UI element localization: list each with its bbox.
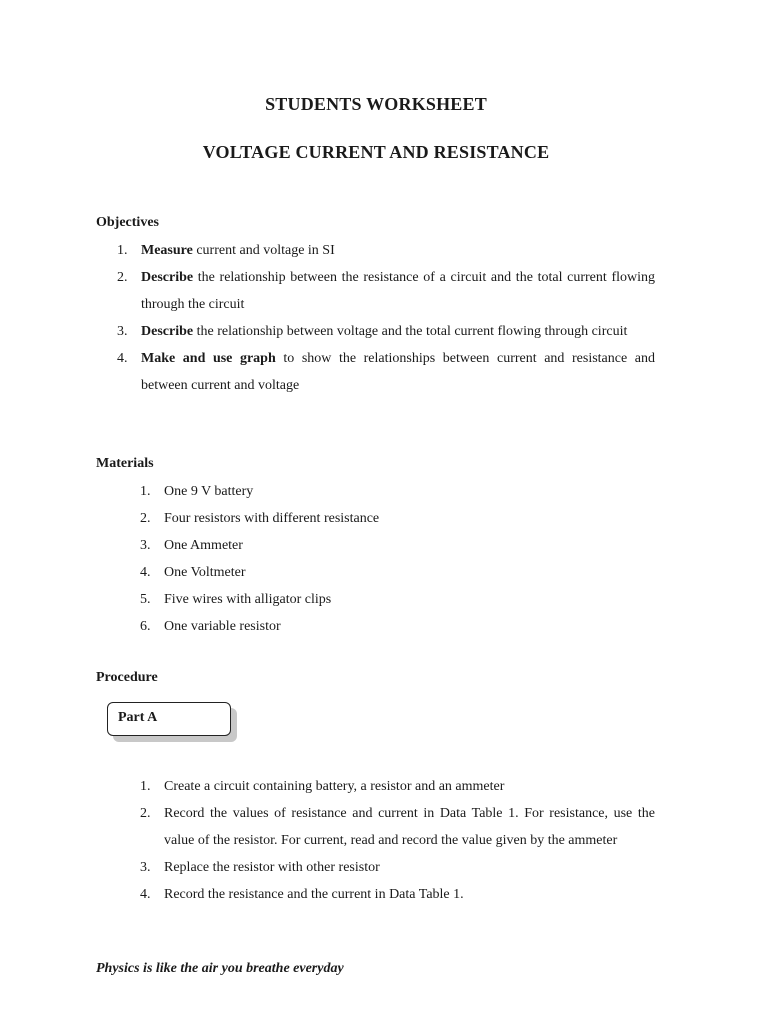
footer-slogan: Physics is like the air you breathe everyday — [96, 961, 344, 976]
objective-keyword: Describe — [141, 324, 194, 339]
procedure-step — [140, 881, 655, 908]
objective-number: 1. — [117, 243, 128, 258]
material-text: Four resistors with different resistance — [164, 511, 380, 526]
procedure-step-number: 1. — [140, 779, 151, 794]
part-a-label: Part A — [118, 710, 158, 725]
objective-description: the relationship between the resistance of a circuit and the total current flowing through the circuit — [141, 270, 655, 312]
objective-item — [117, 318, 655, 345]
material-number: 5. — [140, 592, 151, 607]
objective-item — [117, 345, 655, 399]
part-a-box — [107, 702, 231, 736]
material-item — [140, 478, 655, 505]
objective-number: 3. — [117, 324, 128, 339]
objective-text — [141, 264, 655, 318]
objective-keyword: Make and use graph — [141, 351, 276, 366]
objective-text — [141, 237, 655, 264]
material-number: 6. — [140, 619, 151, 634]
material-item — [140, 505, 655, 532]
objective-number: 4. — [117, 351, 128, 366]
material-item — [140, 586, 655, 613]
objective-text — [141, 345, 655, 399]
procedure-step — [140, 854, 655, 881]
material-text: One Ammeter — [164, 538, 243, 553]
material-item — [140, 613, 655, 640]
procedure-step-text: Record the resistance and the current in Data Table 1. — [164, 887, 464, 902]
procedure-list — [140, 773, 655, 908]
procedure-step-text: Create a circuit containing battery, a resistor and an ammeter — [164, 779, 505, 794]
page-title: STUDENTS WORKSHEET — [265, 94, 487, 114]
objective-item — [117, 237, 655, 264]
procedure-step — [140, 773, 655, 800]
material-number: 2. — [140, 511, 151, 526]
material-text: One Voltmeter — [164, 565, 246, 580]
procedure-step-number: 3. — [140, 860, 151, 875]
procedure-step-number: 4. — [140, 887, 151, 902]
material-number: 3. — [140, 538, 151, 553]
objective-keyword: Describe — [141, 270, 194, 285]
page-subtitle: VOLTAGE CURRENT AND RESISTANCE — [202, 142, 550, 162]
objective-description: the relationship between voltage and the total current flowing through circuit — [193, 324, 628, 339]
procedure-step — [140, 800, 655, 854]
materials-heading: Materials — [96, 456, 154, 471]
procedure-step-number: 2. — [140, 806, 151, 821]
objective-number: 2. — [117, 270, 128, 285]
material-text: One 9 V battery — [164, 484, 254, 499]
material-text: One variable resistor — [164, 619, 281, 634]
objective-description: to show the relationships between current and resistance and between current and voltage — [141, 351, 655, 393]
objective-keyword: Measure — [141, 243, 193, 258]
material-text: Five wires with alligator clips — [164, 592, 332, 607]
objective-description: current and voltage in SI — [192, 243, 335, 258]
material-number: 1. — [140, 484, 151, 499]
materials-list — [140, 478, 655, 640]
material-number: 4. — [140, 565, 151, 580]
objective-text — [141, 318, 655, 345]
procedure-step-text: Record the values of resistance and current in Data Table 1. For resistance, use the value of the resistor. For current, read and record the value given by the ammeter — [164, 806, 655, 848]
material-item — [140, 532, 655, 559]
objective-item — [117, 264, 655, 318]
procedure-step-text: Replace the resistor with other resistor — [164, 860, 380, 875]
objectives-list — [117, 237, 655, 399]
procedure-heading: Procedure — [96, 670, 158, 685]
objectives-heading: Objectives — [96, 215, 159, 230]
material-item — [140, 559, 655, 586]
